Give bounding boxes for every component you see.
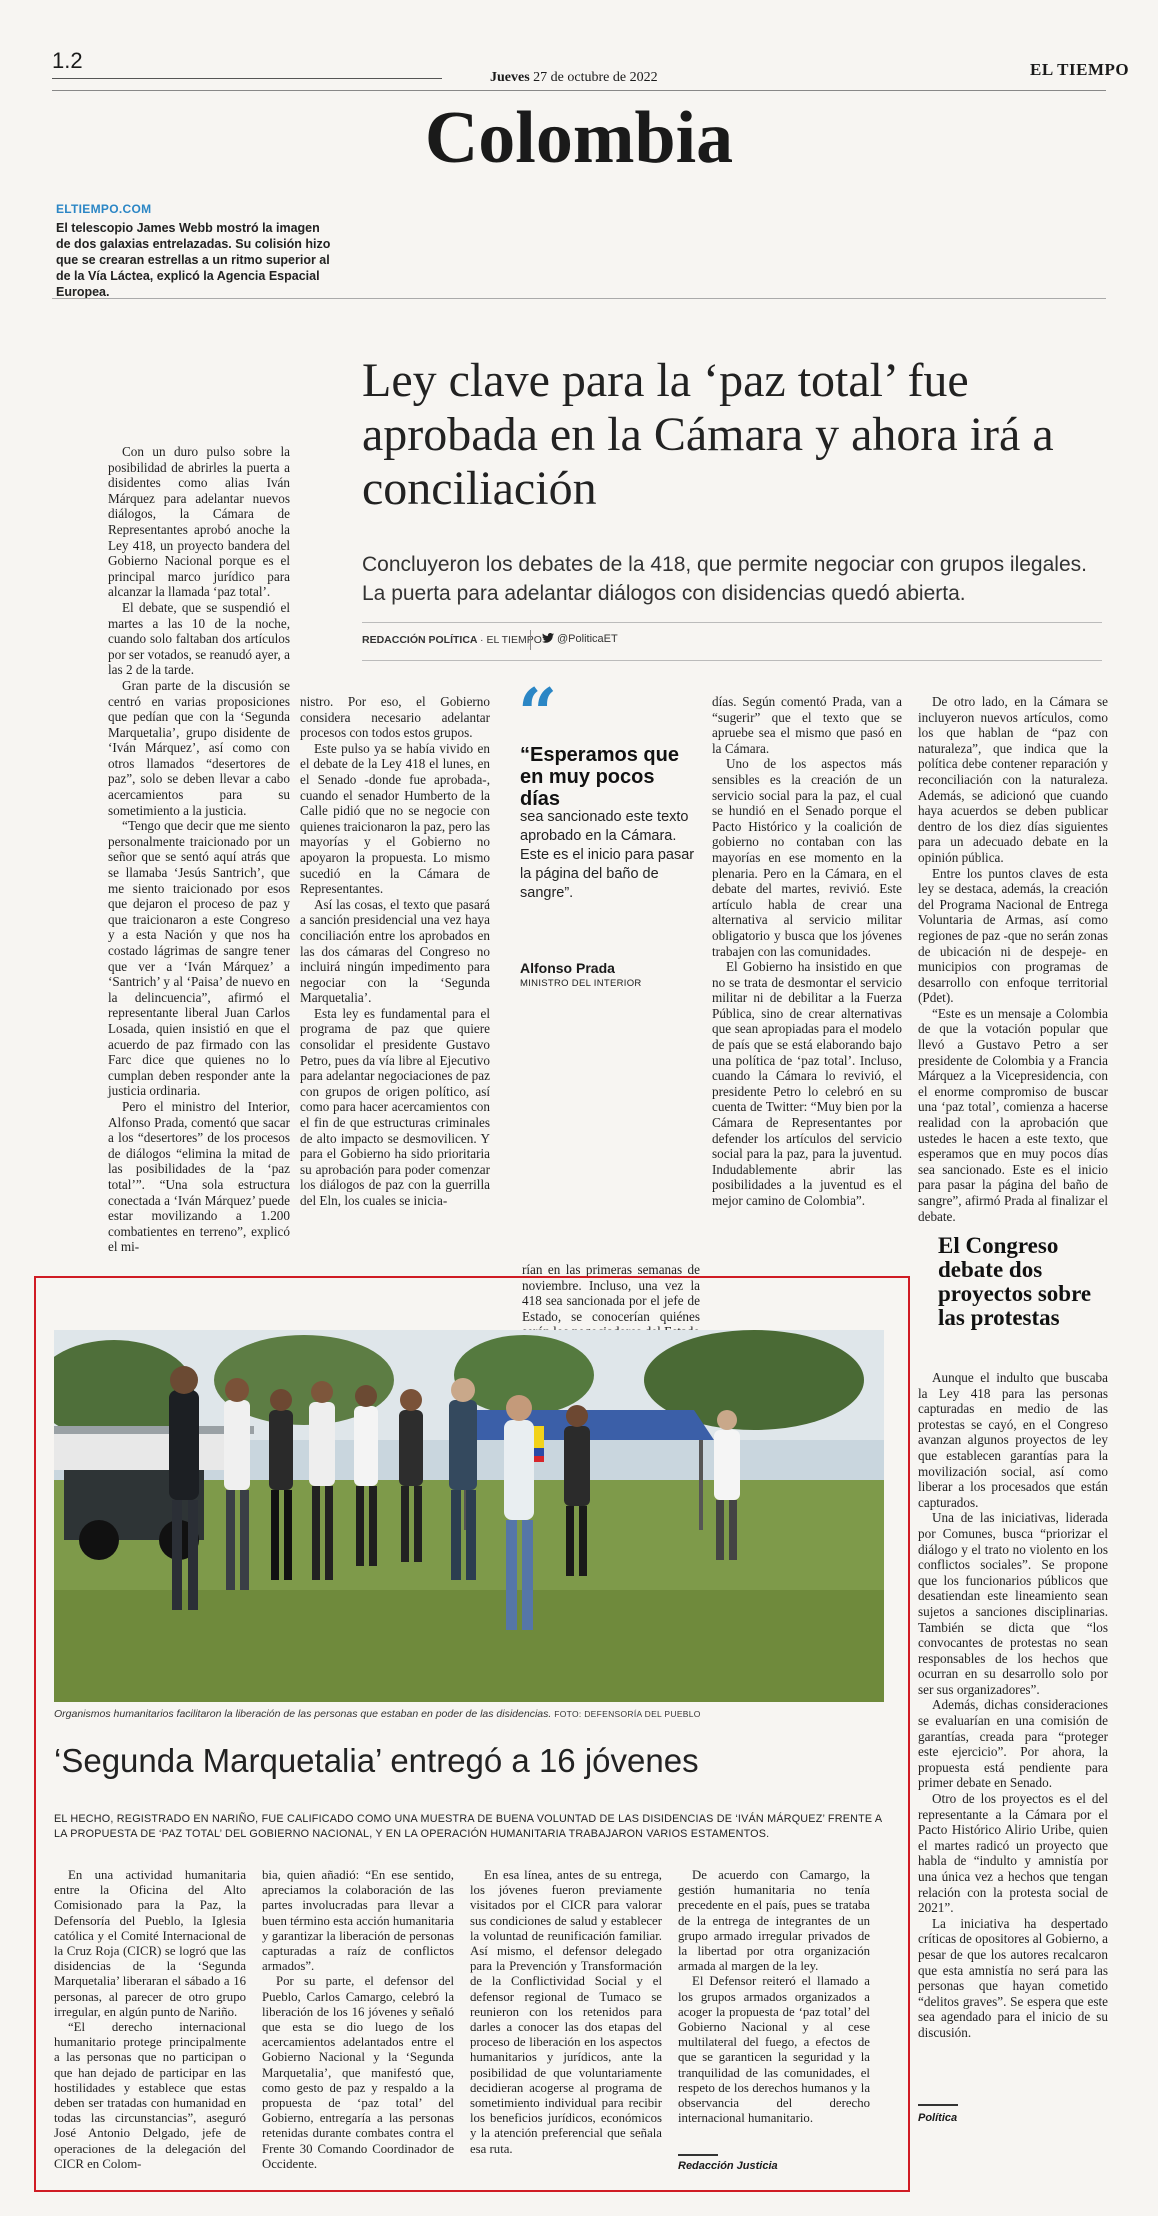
news-photo bbox=[54, 1330, 884, 1702]
issue-date bbox=[490, 70, 658, 86]
paragraph: El Defensor reiteró el llamado a los grupos armados organizados a acoger la propuesta de ‘paz total’ del Gobierno Nacional y al cese multilateral del fuego, a efectos de que se garanticen la seguridad y la tranquilidad de las comunidades, el respeto de los derechos humanos y la observancia del derecho internacional humanitario. bbox=[678, 1974, 870, 2126]
paragraph: Así las cosas, el texto que pasará a sanción presidencial una vez haya conciliación entre los aprobados en las dos cámaras del Congreso no incluirá ningún impedimento para negociar con la ‘Segunda Marquetalia’. bbox=[300, 896, 490, 1006]
byline-rule-bottom bbox=[362, 660, 1102, 661]
main-headline: Ley clave para la ‘paz total’ fue aprobada en la Cámara y ahora irá a conciliación bbox=[362, 354, 1054, 515]
pull-quote-lead: “Esperamos que en muy pocos días bbox=[520, 744, 679, 810]
section-title: Colombia bbox=[424, 97, 734, 179]
byline-desk: REDACCIÓN POLÍTICA bbox=[362, 634, 478, 646]
main-story-column-5 bbox=[918, 694, 1108, 1224]
twitter-icon bbox=[542, 633, 554, 643]
paragraph: bia, quien añadió: “En ese sentido, apreciamos la colaboración de las partes involucradas para llevar a buen término esta acción humanitaria y garantizar la liberación de personas capturadas a raíz de conflictos armados”. bbox=[262, 1868, 454, 1974]
byline bbox=[362, 634, 542, 646]
paragraph: “El derecho internacional humanitario protege principalmente a las personas que no participan o que han dejado de participar en las hostilidades y establece que estas deben ser tratadas con humanidad en todas las circunstancias”, aseguró José Antonio Delgado, jefe de operaciones de la delegación del CICR en Colom- bbox=[54, 2020, 246, 2171]
teaser-text: El telescopio James Webb mostró la imagen de dos galaxias entrelazadas. Su colisión hizo que se crearan estrellas a un ritmo superior al de la Vía Láctea, explicó la Agencia Espacial Europea. bbox=[56, 221, 331, 299]
paragraph: En esa línea, antes de su entrega, los jóvenes fueron previamente visitados por el CICR para valorar sus condiciones de salud y establecer la voluntad de reunificación familiar. Así mismo, el defensor delegado para la Prevención y Transformación de la Conflictividad Social y el defensor regional de Tumaco se reunieron con los retenidos para darles a conocer las dos etapas del proceso de liberación en los aspectos humanitarios y jurídicos, ante la posibilidad de que voluntariamente decidieran acogerse al programa de sometimiento individual para recibir los beneficios jurídicos, económicos y la atención preferencial que señala esa ruta. bbox=[470, 1868, 662, 2156]
twitter-handle-text: @PoliticaET bbox=[557, 633, 618, 645]
photo-caption bbox=[54, 1708, 884, 1720]
byline-rule bbox=[362, 622, 1102, 623]
paragraph: Con un duro pulso sobre la posibilidad de abrirles la puerta a disidentes como alias Iván Márquez para adelantar nuevos diálogos, la Cámara de Representantes aprobó anoche la Ley 418, un proyecto bandera del Gobierno Nacional porque es el principal marco jurídico para alcanzar la llamada ‘paz total’. bbox=[108, 444, 290, 600]
photo-credit: FOTO: DEFENSORÍA DEL PUEBLO bbox=[554, 1709, 701, 1719]
twitter-handle[interactable] bbox=[542, 633, 618, 645]
caption-text: Organismos humanitarios facilitaron la liberación de las personas que estaban en poder de las disidencias. bbox=[54, 1708, 552, 1720]
pull-quote-text: sea sancionado este texto aprobado en la Cámara. Este es el inicio para pasar la página del baño de sangre”. bbox=[520, 809, 695, 901]
photo-illustration bbox=[54, 1330, 884, 1702]
story2-column-3 bbox=[470, 1868, 662, 2157]
newspaper-logo: EL TIEMPO bbox=[1030, 60, 1130, 79]
paragraph: El Gobierno ha insistido en que no se trata de desmontar el servicio militar ni de debilitar a la Fuerza Pública, sino de crear alternativas que sean apropiadas para el modelo de país que se está elaborando bajo una política de ‘paz total’. Incluso, cuando la Cámara lo revivió, el presidente Petro lo celebró en su cuenta de Twitter: “Muy bien por la Cámara de Representantes por defender los artículos del servicio social para la paz, para la juventud. Indudablemente abrir las posibilidades a la juventud es el mejor camino de Colombia”. bbox=[712, 959, 902, 1208]
paragraph: Uno de los aspectos más sensibles es la creación de un servicio social para la paz, el cual se hundió en el Senado porque el Pacto Histórico y la coalición de gobierno no contaban con las mayorías en ese momento en la plenaria. Pero en la Cámara, en el debate del martes, revivió. Este artículo habla de crear una alternativa al servicio militar obligatorio y busca que los jóvenes trabajen con las comunidades. bbox=[712, 756, 902, 959]
story2-deck: EL HECHO, REGISTRADO EN NARIÑO, FUE CALIFICADO COMO UNA MUESTRA DE BUENA VOLUNTAD DE LAS DISIDENCIAS DE ‘IVÁN MÁRQUEZ’ FRENTE A LA PROPUESTA DE ‘PAZ TOTAL’ DEL GOBIERNO NACIONAL, Y EN LA OPERACIÓN HUMANITARIA TRABAJARON VARIOS ESTAMENTOS. bbox=[54, 1813, 882, 1840]
header-rule bbox=[52, 78, 442, 79]
sidebar-column bbox=[918, 1370, 1108, 2041]
paragraph: Por su parte, el defensor del Pueblo, Carlos Camargo, celebró la liberación de los 16 jóvenes y señaló que esta se dio luego de los acercamientos adelantados entre el Gobierno Nacional y la ‘Segunda Marquetalia’, que manifestó que, como gesto de paz y respaldo a la propuesta de ‘paz total’ del Gobierno, entregaría a las personas retenidas durante combates contra el Frente 30 Comando Coordinador de Occidente. bbox=[262, 1974, 454, 2171]
main-story-column-1 bbox=[108, 444, 290, 1255]
story2-column-2 bbox=[262, 1868, 454, 2172]
story2-headline: ‘Segunda Marquetalia’ entregó a 16 jóvenes bbox=[54, 1742, 699, 1779]
signature-rule bbox=[678, 2154, 718, 2156]
story2-column-4 bbox=[678, 1868, 870, 2126]
paragraph: Este pulso ya se había vivido en el debate de la Ley 418 el lunes, en el Senado -donde fue aprobada-, cuando el senador Humberto de la Calle pidió que no se negocie con quienes traicionaron la paz, pero las mayorías y el Gobierno no apoyaron la propuesta. Lo mismo sucedió en la Cámara de Representantes. bbox=[300, 740, 490, 897]
paragraph: En una actividad humanitaria entre la Oficina del Alto Comisionado para la Paz, la Defensoría del Pueblo, la Iglesia católica y el Comité Internacional de la Cruz Roja (CICR) se logró que las disidencias de la ‘Segunda Marquetalia’ liberaran el sábado a 16 personas, al parecer de otro grupo irregular, en algún punto de Nariño. bbox=[54, 1868, 246, 2019]
paragraph: “Tengo que decir que me siento personalmente traicionado por un señor que se sentó aquí atrás que se llamaba ‘Jesús Santrich’, que me siento traicionado por esos que dejaron el proceso de paz y que traicionaron a este Congreso y a esta Nación y que nos ha costado lágrimas de sangre tener que ver a ‘Iván Márquez’ a ‘Santrich’ y al ‘Paisa’ de nuevo en la delincuencia”, afirmó el representante liberal Juan Carlos Losada, quien insistió en que el acuerdo de paz firmado con las Farc dice que quienes no lo cumplan deben responder ante la justicia ordinaria. bbox=[108, 818, 290, 1099]
paragraph: La iniciativa ha despertado críticas de opositores al Gobierno, a pesar de que los autores recalcaron que esta amnistía no será para las personas que hayan cometido “delitos graves”. Se espera que este sea agendado para el inicio de su discusión. bbox=[918, 1915, 1108, 2040]
teaser-link[interactable]: ELTIEMPO.COM bbox=[56, 202, 152, 216]
paragraph: Además, dichas consideraciones se evaluarían en una comisión de garantías, creada para “proteger este ejercicio”. Por ahora, la propuesta está pendiente para primer debate en Senado. bbox=[918, 1697, 1108, 1791]
paragraph: Gran parte de la discusión se centró en varias proposiciones que pedían que con la ‘Segunda Marquetalia’, grupo disidente de ‘Iván Márquez’, así como con otros llamados “desertores de paz”, solo se deben llevar a cabo acercamientos para su sometimiento a la justicia. bbox=[108, 677, 290, 818]
pull-quote-role: MINISTRO DEL INTERIOR bbox=[520, 978, 642, 989]
sidebar-title: El Congreso debate dos proyectos sobre las protestas bbox=[938, 1233, 1092, 1330]
main-deck: Concluyeron los debates de la 418, que permite negociar con grupos ilegales. La puerta para adelantar diálogos con disidencias quedó abierta. bbox=[362, 553, 1087, 605]
paragraph: “Este es un mensaje a Colombia de que la votación popular que llevó a Gustavo Petro a ser presidente de Colombia y a Francia Márquez a la Vicepresidencia, con el enorme compromiso de buscar una ‘paz total’, comienza a hacerse realidad con la aprobación que ustedes le hacen a este texto, que esperamos que en muy pocos días sea sancionado. Este es el inicio para pasar la página del baño de sangre”, afirmó Prada al finalizar el debate. bbox=[918, 1005, 1108, 1224]
paragraph: Entre los puntos claves de esta ley se destaca, además, la creación del Programa Nacional de Entrega Voluntaria de Armas, así como regiones de paz -que no serán zonas de ubicación ni de despeje- en municipios con programas de desarrollo con enfoque territorial (Pdet). bbox=[918, 865, 1108, 1006]
paragraph: Otro de los proyectos es el del representante a la Cámara por el Pacto Histórico Alirio Uribe, quien el martes radicó un proyecto que habla de “indulto y amnistía por una única vez a hechos que tengan relación con la protesta social de 2021”. bbox=[918, 1791, 1108, 1916]
sidebar-signature: Política bbox=[918, 2112, 958, 2124]
byline-separator bbox=[530, 630, 531, 650]
paragraph: El debate, que se suspendió el martes a las 10 de la noche, cuando solo faltaban dos artículos por ser votados, se reanudó ayer, a las 2 de la tarde. bbox=[108, 599, 290, 678]
signature-rule bbox=[918, 2104, 958, 2106]
byline-paper: · EL TIEMPO bbox=[480, 634, 542, 646]
paragraph: De otro lado, en la Cámara se incluyeron nuevos artículos, como los que hablan de “paz con naturaleza”, que indica que la política debe contener reparación y reconciliación con la naturaleza. Además, se adicionó que cuando haya acuerdos se deben publicar dentro de los diez días siguientes para un adecuado debate en la opinión pública. bbox=[918, 694, 1108, 865]
quote-mark-icon: “ bbox=[518, 674, 558, 754]
paragraph: Pero el ministro del Interior, Alfonso Prada, comentó que sacar a los “desertores” de los procesos de diálogos “elimina la mitad de las posibilidades de la ‘paz total’”. “Una sola estructura conectada a ‘Iván Márquez’ puede estar movilizando a 1.200 combatientes en terreno”, explicó el mi- bbox=[108, 1098, 290, 1255]
paragraph: Esta ley es fundamental para el programa de paz que quiere consolidar el presidente Gustavo Petro, pues da vía libre al Ejecutivo para adelantar negociaciones de paz con grupos de origen político, así como para hacer acercamientos con el fin de que estructuras criminales de alto impacto se desmovilicen. Y para el Gobierno ha sido prioritaria su aprobación para poder comenzar los diálogos de paz con la guerrilla del Eln, los cuales se inicia- bbox=[300, 1005, 490, 1208]
paragraph: días. Según comentó Prada, van a “sugerir” que el texto que se apruebe sea el mismo que pasó en la Cámara. bbox=[712, 694, 902, 756]
main-story-column-4 bbox=[712, 694, 902, 1209]
issue-date-rest: 27 de octubre de 2022 bbox=[533, 70, 658, 85]
paragraph: nistro. Por eso, el Gobierno considera necesario adelantar procesos con todos estos grupos. bbox=[300, 694, 490, 741]
paragraph: De acuerdo con Camargo, la gestión humanitaria no tenía precedente en el país, pues se trataba de la entrega de integrantes de un grupo armado irregular privados de la libertad por otra organización armada al margen de la ley. bbox=[678, 1868, 870, 1974]
paragraph: Aunque el indulto que buscaba la Ley 418 para las personas capturadas en medio de las protestas se cayó, en el Congreso avanzan algunos proyectos de ley que establecen garantías para la movilización social, así como liberar a los procesados que están capturados. bbox=[918, 1370, 1108, 1510]
story2-signature: Redacción Justicia bbox=[678, 2160, 778, 2172]
page-number: 1.2 bbox=[52, 48, 83, 73]
teaser-rule bbox=[52, 298, 1106, 299]
story2-column-1 bbox=[54, 1868, 246, 2172]
issue-day: Jueves bbox=[490, 70, 530, 85]
paragraph: rían en las primeras semanas de noviembre. Incluso, una vez la 418 sea sancionada por el jefe de Estado, se conocerían quiénes bbox=[522, 1262, 700, 1324]
paragraph: Una de las iniciativas, liderada por Comunes, busca “priorizar el diálogo y el trato no violento en los conflictos sociales”. Se propone que los funcionarios públicos que desatiendan este lineamiento sean sujetos a sanciones disciplinarias. También se dicta que “los convocantes de protestas no sean responsables de los hechos que ocurran en su desarrollo solo por ser sus organizadores”. bbox=[918, 1510, 1108, 1697]
header-rule-full bbox=[52, 90, 1106, 91]
main-story-column-2 bbox=[300, 694, 490, 1209]
pull-quote-author: Alfonso Prada bbox=[520, 960, 615, 976]
